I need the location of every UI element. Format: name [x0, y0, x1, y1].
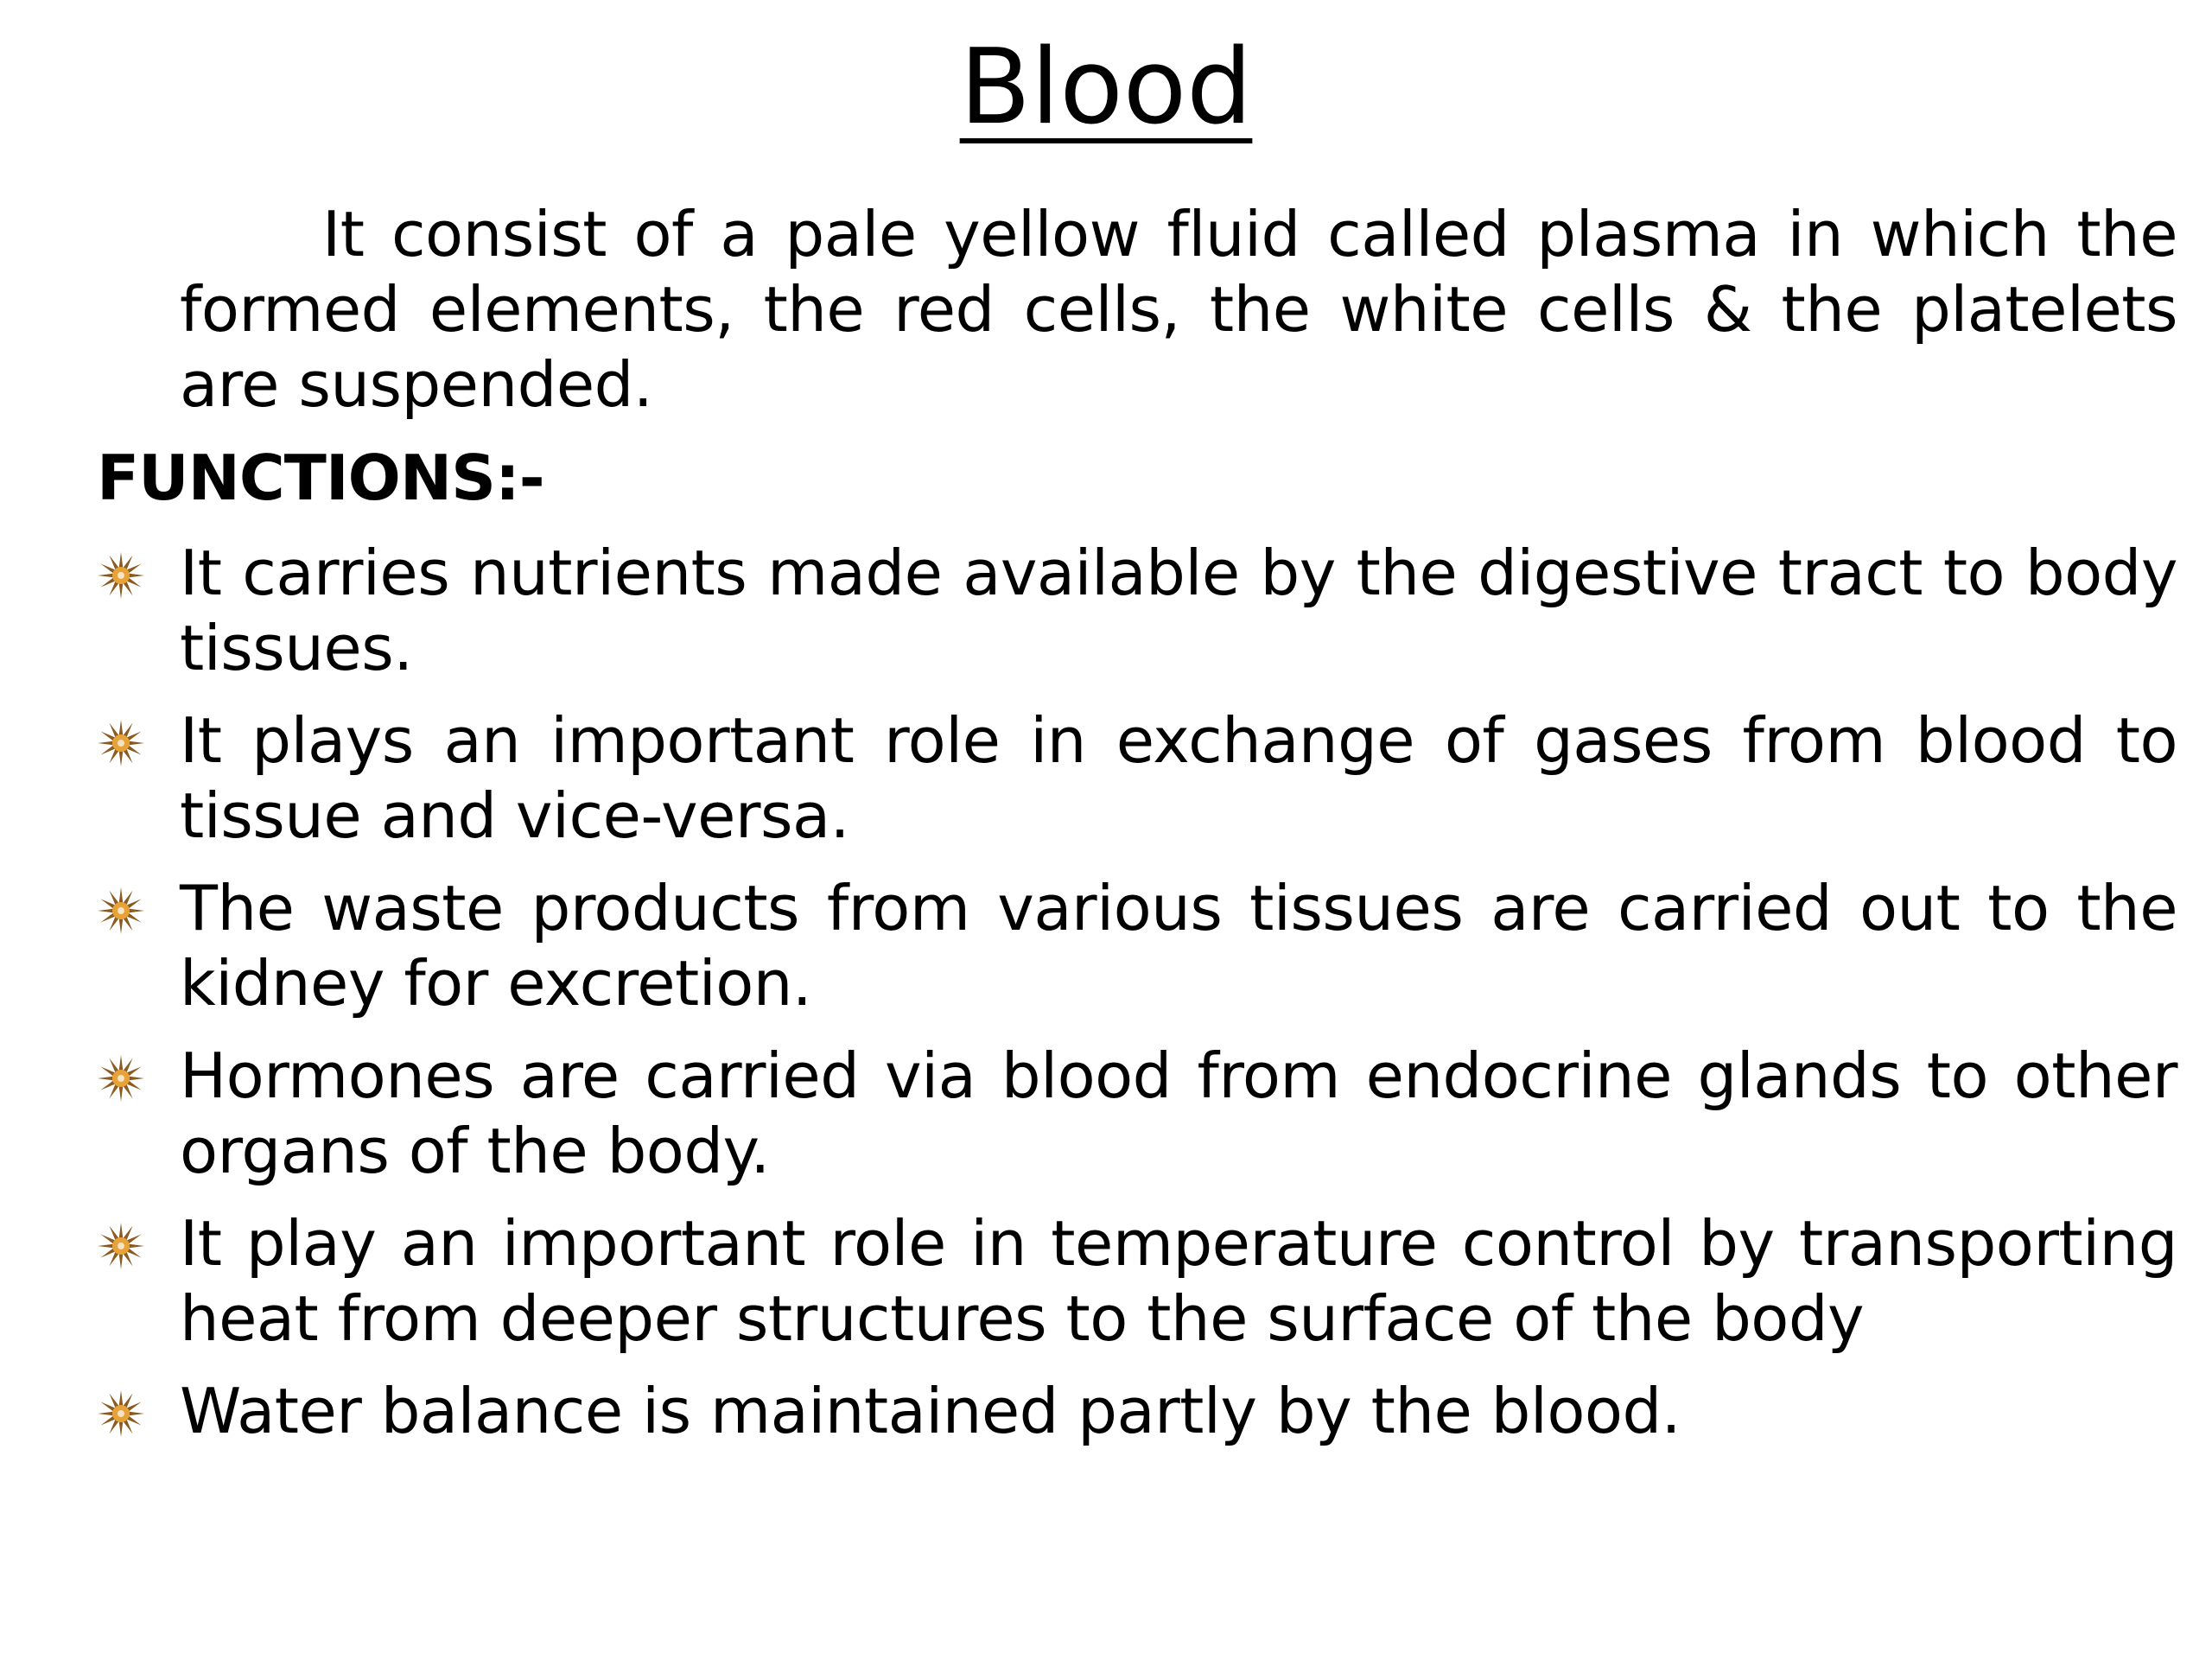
- slide-title-text: Blood: [959, 28, 1253, 148]
- functions-list: [97, 536, 2177, 1466]
- list-item: [97, 1039, 2177, 1189]
- list-item-text: It play an important role in temperature control by transporting heat from deeper structures to the surface of the body: [180, 1207, 2177, 1355]
- functions-heading: FUNCTIONS:-: [97, 442, 544, 514]
- list-item-text: It plays an important role in exchange of gases from blood to tissue and vice-versa.: [180, 704, 2177, 852]
- list-item-text: The waste products from various tissues are carried out to the kidney for excretion.: [180, 872, 2177, 1020]
- list-item: [97, 1374, 2177, 1449]
- list-item-text: Hormones are carried via blood from endocrine glands to other organs of the body.: [180, 1039, 2177, 1187]
- starburst-bullet-icon: [97, 887, 145, 935]
- starburst-bullet-icon: [97, 719, 145, 767]
- list-item: [97, 1206, 2177, 1357]
- starburst-bullet-icon: [97, 551, 145, 600]
- list-item: [97, 871, 2177, 1021]
- list-item-text: It carries nutrients made available by the digestive tract to body tissues.: [180, 537, 2177, 684]
- list-item-text: Water balance is maintained partly by the blood.: [180, 1375, 1681, 1447]
- slide-title: [0, 28, 2212, 149]
- intro-paragraph: It consist of a pale yellow fluid called plasma in which the formed elements, the red cells, the white cells & the platelets are suspended.: [180, 198, 2177, 421]
- starburst-bullet-icon: [97, 1054, 145, 1103]
- starburst-bullet-icon: [97, 1222, 145, 1270]
- list-item: [97, 536, 2177, 686]
- starburst-bullet-icon: [97, 1389, 145, 1438]
- list-item: [97, 703, 2177, 854]
